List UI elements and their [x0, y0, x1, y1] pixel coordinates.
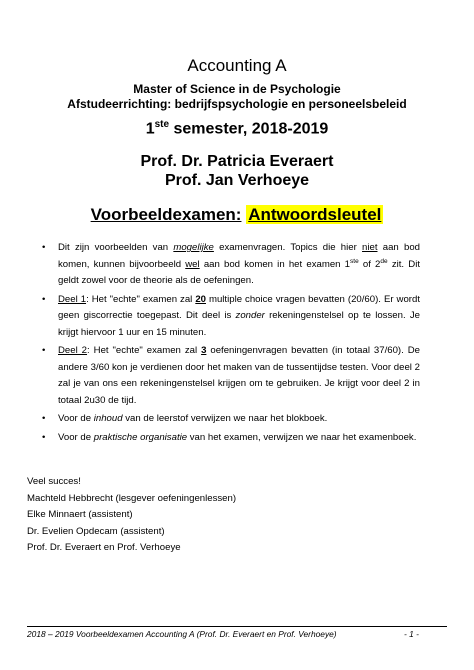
closing-block [27, 474, 236, 557]
program-name: Master of Science in de Psychologie [133, 82, 341, 96]
bullet-text: Voor de [58, 431, 94, 443]
bullet-text: : Het "echte" examen zal [86, 293, 196, 305]
bullet-text: van het examen, verwijzen we naar het examenboek. [187, 431, 417, 443]
exam-title-highlight: Antwoordsleutel [248, 205, 382, 224]
professor-2: Prof. Jan Verhoeye [164, 172, 310, 189]
semester-suffix: ste [154, 119, 170, 130]
footer-text: 2018 – 2019 Voorbeeldexamen Accounting A (Prof. Dr. Everaert en Prof. Verhoeye) [27, 629, 337, 639]
semester-year: semester, 2018-2019 [169, 120, 329, 138]
bullet-emphasis: wel [185, 258, 200, 270]
semester-number: 1 [145, 120, 155, 138]
bullet-text: aan bod komen, kunnen bijvoorbeeld [58, 242, 420, 270]
bullet-text: Voor de [58, 413, 94, 424]
bullet-text: oefeningenvragen bevatten (in totaal 37/60). De andere 3/60 kon je verdienen door het maken van de tussentijdse testen. Voor deel 2 zal je van ons een rekeningenstelsel krijgen om te gebruiken. Je krijgt voor deel 2 in totaal 2u30 de tijd. [58, 345, 420, 406]
bullet-text: zit. Dit geldt zowel voor de theorie als de oefeningen. [58, 258, 420, 286]
bullet-label: Deel 1 [58, 293, 87, 305]
closing-line: Machteld Hebbrecht (lesgever oefeningenlessen) [27, 492, 237, 504]
bullet-icon: • [42, 293, 46, 305]
bullet-text: van de leerstof verwijzen we naar het blokboek. [122, 413, 328, 424]
professor-1: Prof. Dr. Patricia Everaert [140, 153, 334, 170]
bullet-emphasis: zonder [235, 310, 265, 321]
bullet-text: Dit zijn voorbeelden van [58, 242, 174, 253]
bullet-emphasis: mogelijke [173, 242, 214, 253]
bullet-label: Deel 2 [58, 345, 88, 356]
bullet-text: of 2 [358, 258, 381, 270]
page-number: - 1 - [404, 629, 419, 639]
bullet-icon: • [42, 345, 46, 356]
bullet-text: examenvragen. Topics die hier [213, 242, 363, 253]
bullet-emphasis: 3 [201, 345, 207, 356]
document-title: Accounting A [187, 56, 287, 75]
bullet-emphasis: 20 [195, 293, 206, 305]
bullet-emphasis: niet [362, 242, 378, 253]
bullet-item [42, 343, 420, 409]
specialization: Afstudeerrichting: bedrijfspsychologie en personeelsbeleid [67, 97, 407, 111]
bullet-text: multiple choice vragen bevatten (20/60). Er wordt geen giscorrectie toegepast. Dit deel is [58, 293, 420, 321]
bullet-item [42, 430, 420, 447]
closing-line: Dr. Evelien Opdecam (assistent) [27, 525, 165, 537]
bullet-icon: • [42, 242, 46, 253]
bullet-superscript: ste [350, 257, 359, 265]
exam-title-label: Voorbeeldexamen: [90, 205, 242, 224]
bullet-text: aan bod komen in het examen 1 [199, 258, 351, 270]
instructions-list [42, 240, 420, 448]
closing-line: Veel succes! [27, 476, 81, 487]
exam-title [0, 205, 474, 225]
bullet-item [42, 240, 420, 290]
bullet-icon: • [42, 431, 46, 443]
bullet-emphasis: inhoud [93, 413, 123, 424]
footer-divider [27, 626, 447, 627]
bullet-text: : Het "echte" examen zal [87, 345, 202, 356]
closing-line: Elke Minnaert (assistent) [27, 509, 133, 520]
bullet-superscript: de [380, 257, 388, 265]
semester-line [0, 119, 474, 138]
bullet-emphasis: praktische organisatie [93, 431, 188, 443]
closing-line: Prof. Dr. Everaert en Prof. Verhoeye [27, 542, 181, 553]
bullet-text: rekeningenstelsel op te lossen. Je krijgt hiervoor 1 uur en 15 minuten. [58, 310, 420, 338]
bullet-icon: • [42, 413, 46, 424]
bullet-item [42, 411, 420, 428]
bullet-item [42, 292, 420, 342]
